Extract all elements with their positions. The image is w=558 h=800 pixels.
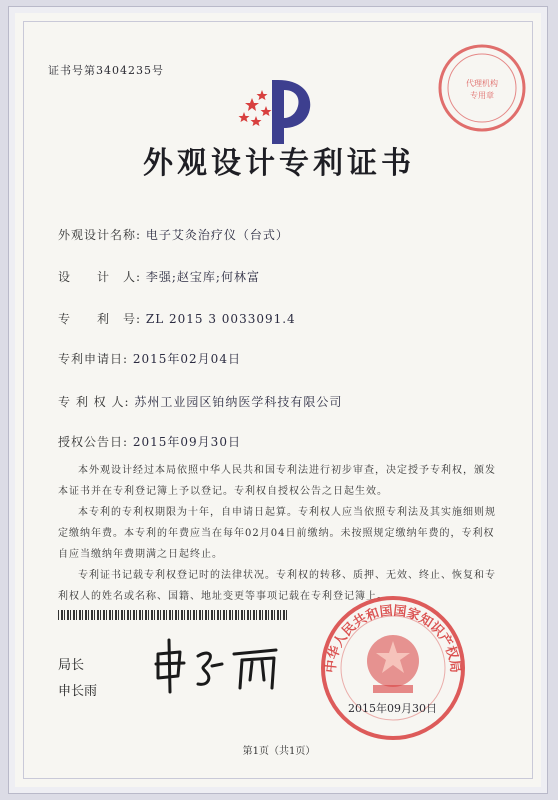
body-paragraph: 本外观设计经过本局依照中华人民共和国专利法进行初步审查，决定授予专利权，颁发本证书并在专利登记簿上予以登记。专利权自授权公告之日起生效。: [58, 465, 496, 497]
field-patentee: [58, 393, 342, 410]
page-title: 外观设计专利证书: [143, 146, 415, 181]
field-value: 李强;赵宝库;何林富: [145, 270, 260, 284]
signatory-name: 申长雨: [58, 684, 98, 699]
field-label: 专利申请日:: [58, 352, 129, 366]
page-footer: 第1页（共1页）: [242, 746, 316, 757]
field-value: 电子艾灸治疗仪（台式）: [145, 228, 289, 242]
field-label: 设 计 人:: [58, 270, 142, 284]
svg-text:专用章: 专用章: [470, 91, 494, 100]
svg-text:代理机构: 代理机构: [466, 79, 498, 88]
field-value: 2015年02月04日: [132, 352, 241, 366]
signatory-title: 局长: [58, 658, 85, 673]
field-application-date: [58, 350, 241, 367]
patent-office-logo-icon: [238, 76, 322, 146]
field-value: 苏州工业园区铂纳医学科技有限公司: [134, 395, 343, 409]
seal-main-text: 中华人民共和国国家知识产权局: [323, 603, 463, 674]
barcode: [58, 610, 288, 620]
field-label: 专 利 号:: [58, 312, 142, 326]
official-seal-icon: [318, 593, 468, 743]
field-label: 专 利 权 人:: [58, 395, 130, 409]
certificate-number: 证书号第3404235号: [48, 64, 164, 77]
handwritten-signature: [150, 636, 290, 696]
field-value: 2015年09月30日: [132, 435, 241, 449]
field-design-name: [58, 226, 289, 243]
field-label: 授权公告日:: [58, 435, 129, 449]
field-patent-number: [58, 310, 296, 327]
certificate-body: [58, 460, 498, 607]
body-paragraph: 本专利的专利权期限为十年，自申请日起算。专利权人应当依照专利法及其实施细则规定缴纳年费。本专利的年费应当在每年02月04日前缴纳。未按照规定缴纳年费的，专利权自应当缴纳年费期满之日起终止。: [58, 507, 496, 560]
field-designers: [58, 268, 260, 285]
body-paragraph: 专利证书记载专利权登记时的法律状况。专利权的转移、质押、无效、终止、恢复和专利权人的姓名或名称、国籍、地址变更等事项记载在专利登记簿上。: [58, 570, 496, 602]
field-grant-date: [58, 433, 241, 450]
agency-seal-icon: [436, 42, 528, 134]
field-value: ZL 2015 3 0033091.4: [145, 312, 296, 326]
seal-date: 2015年09月30日: [348, 702, 437, 715]
field-label: 外观设计名称:: [58, 228, 142, 242]
